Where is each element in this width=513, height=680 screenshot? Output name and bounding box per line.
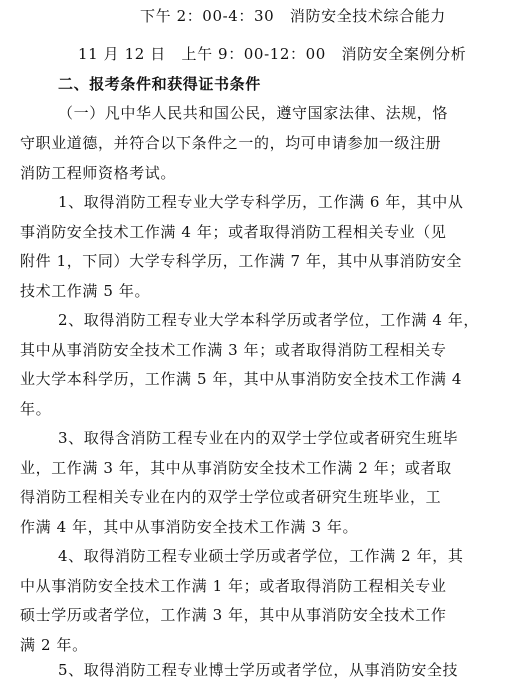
- item4-line-3: 硕士学历或者学位，工作满 3 年，其中从事消防安全技术工作: [20, 606, 447, 624]
- item3-line-4: 作满 4 年，其中从事消防安全技术工作满 3 年。: [20, 518, 359, 536]
- schedule-line-nov12: 11 月 12 日 上午 9：00-12：00 消防安全案例分析: [78, 45, 467, 63]
- item3-line-3: 得消防工程相关专业在内的双学士学位或者研究生班毕业，工: [20, 488, 442, 506]
- item5-line-1: 5、取得消防工程专业博士学历或者学位，从事消防安全技: [58, 661, 459, 679]
- section-heading: 二、报考条件和获得证书条件: [58, 75, 261, 93]
- item4-line-2: 中从事消防安全技术工作满 1 年；或者取得消防工程相关专业: [20, 577, 447, 595]
- item2-line-2: 其中从事消防安全技术工作满 3 年；或者取得消防工程相关专: [20, 341, 447, 359]
- item2-line-3: 业大学本科学历，工作满 5 年，其中从事消防安全技术工作满 4: [20, 370, 462, 388]
- item3-line-1: 3、取得含消防工程专业在内的双学士学位或者研究生班毕: [58, 429, 459, 447]
- intro-line-1: （一）凡中华人民共和国公民，遵守国家法律、法规，恪: [58, 104, 449, 122]
- item3-line-2: 业，工作满 3 年，其中从事消防安全技术工作满 2 年；或者取: [20, 459, 452, 477]
- item2-line-1: 2、取得消防工程专业大学本科学历或者学位，工作满 4 年，: [58, 311, 480, 329]
- item4-line-1: 4、取得消防工程专业硕士学历或者学位，工作满 2 年，其: [58, 547, 464, 565]
- intro-line-2: 守职业道德，并符合以下条件之一的，均可申请参加一级注册: [20, 134, 442, 152]
- item4-line-4: 满 2 年。: [20, 636, 88, 654]
- item1-line-3: 附件 1，下同）大学专科学历，工作满 7 年，其中从事消防安全: [20, 252, 462, 270]
- schedule-line-afternoon: 下午 2：00-4：30 消防安全技术综合能力: [140, 7, 446, 25]
- item2-line-4: 年。: [20, 400, 52, 418]
- item1-line-1: 1、取得消防工程专业大学专科学历，工作满 6 年，其中从: [58, 193, 464, 211]
- intro-line-3: 消防工程师资格考试。: [20, 164, 177, 182]
- item1-line-4: 技术工作满 5 年。: [20, 282, 151, 300]
- item1-line-2: 事消防安全技术工作满 4 年；或者取得消防工程相关专业（见: [20, 223, 447, 241]
